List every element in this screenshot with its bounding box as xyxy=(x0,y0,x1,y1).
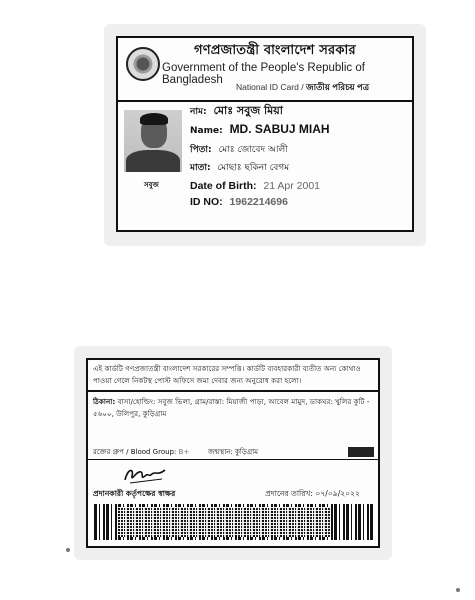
father-label: পিতা: xyxy=(190,145,212,155)
birthplace xyxy=(208,446,258,458)
name-bangla-label: নাম: xyxy=(190,107,207,117)
id-number-field xyxy=(190,196,288,208)
mother-value: মোছাঃ ছকিনা বেগম xyxy=(217,163,290,173)
name-bangla-field xyxy=(190,102,283,121)
blood-group-value: B+ xyxy=(178,448,190,456)
dob-value: 21 Apr 2001 xyxy=(263,180,321,192)
dob-label: Date of Birth: xyxy=(190,180,257,192)
speckle xyxy=(456,588,460,592)
issuer-signature-icon xyxy=(122,464,168,486)
speckle xyxy=(66,548,70,552)
nid-card-back xyxy=(86,358,380,548)
dark-badge xyxy=(348,447,374,457)
name-english-value: MD. SABUJ MIAH xyxy=(229,122,330,136)
mother-label: মাতা: xyxy=(190,163,211,173)
birthplace-label: জন্মস্থান: xyxy=(208,448,233,456)
barcode-data-area xyxy=(118,507,330,537)
holder-signature: সবুজ xyxy=(144,181,159,189)
blood-birthplace-row xyxy=(88,446,378,460)
address-label: ঠিকানা: xyxy=(93,397,116,406)
issue-date-label: প্রদানের তারিখ: xyxy=(265,489,313,498)
card-type-separator: / xyxy=(301,82,304,92)
mother-field xyxy=(190,160,289,175)
address-block xyxy=(88,394,378,446)
dob-field xyxy=(190,180,320,192)
father-value: মোঃ জোবেদ আলী xyxy=(218,145,288,155)
issue-date-value: ০৭/০৯/২০২২ xyxy=(315,489,360,498)
birthplace-value: কুড়িগ্রাম xyxy=(235,448,259,456)
issuer-label: প্রদানকারী কর্তৃপক্ষের স্বাক্ষর xyxy=(93,489,176,498)
header-english: Government of the People's Republic of Bangladesh xyxy=(162,62,365,86)
card-type-english: National ID Card xyxy=(236,82,299,92)
government-emblem-icon xyxy=(126,47,160,81)
holder-photo xyxy=(124,110,182,172)
name-bangla-value: মোঃ সবুজ মিয়া xyxy=(213,104,283,117)
address-value: বাসা/হোল্ডিং: সবুজ ভিলা, গ্রাম/রাস্তা: মিয়াজী পাড়া, আবেল মামুদ, ডাকঘর: খুলির কুটি - ৫৬০০, উলিপুর, কুড়িগ্রাম xyxy=(93,397,370,418)
issue-date xyxy=(265,488,360,501)
card-header xyxy=(118,38,412,102)
nid-card-front xyxy=(116,36,414,232)
barcode xyxy=(94,504,374,540)
card-type-bangla: জাতীয় পরিচয় পত্র xyxy=(305,82,370,92)
card-type xyxy=(236,81,369,95)
name-english-field xyxy=(190,122,330,136)
father-field xyxy=(190,142,288,157)
id-number-label: ID NO: xyxy=(190,196,223,208)
blood-group-label: রক্তের গ্রুপ / Blood Group: xyxy=(93,448,177,456)
name-english-label: Name: xyxy=(190,126,223,136)
id-number-value: 1962214696 xyxy=(229,196,288,208)
ownership-notice: এই কার্ডটি গণপ্রজাতন্ত্রী বাংলাদেশ সরকারের সম্পত্তি। কার্ডটি ব্যবহারকারী ব্যতীত অন্য কোথাও পাওয়া গেলে নিকটস্থ পোস্ট অফিসে জমা দেবার জন্য অনুরোধ করা হলো। xyxy=(88,360,378,392)
header-bangla: গণপ্রজাতন্ত্রী বাংলাদেশ সরকার xyxy=(194,43,356,58)
